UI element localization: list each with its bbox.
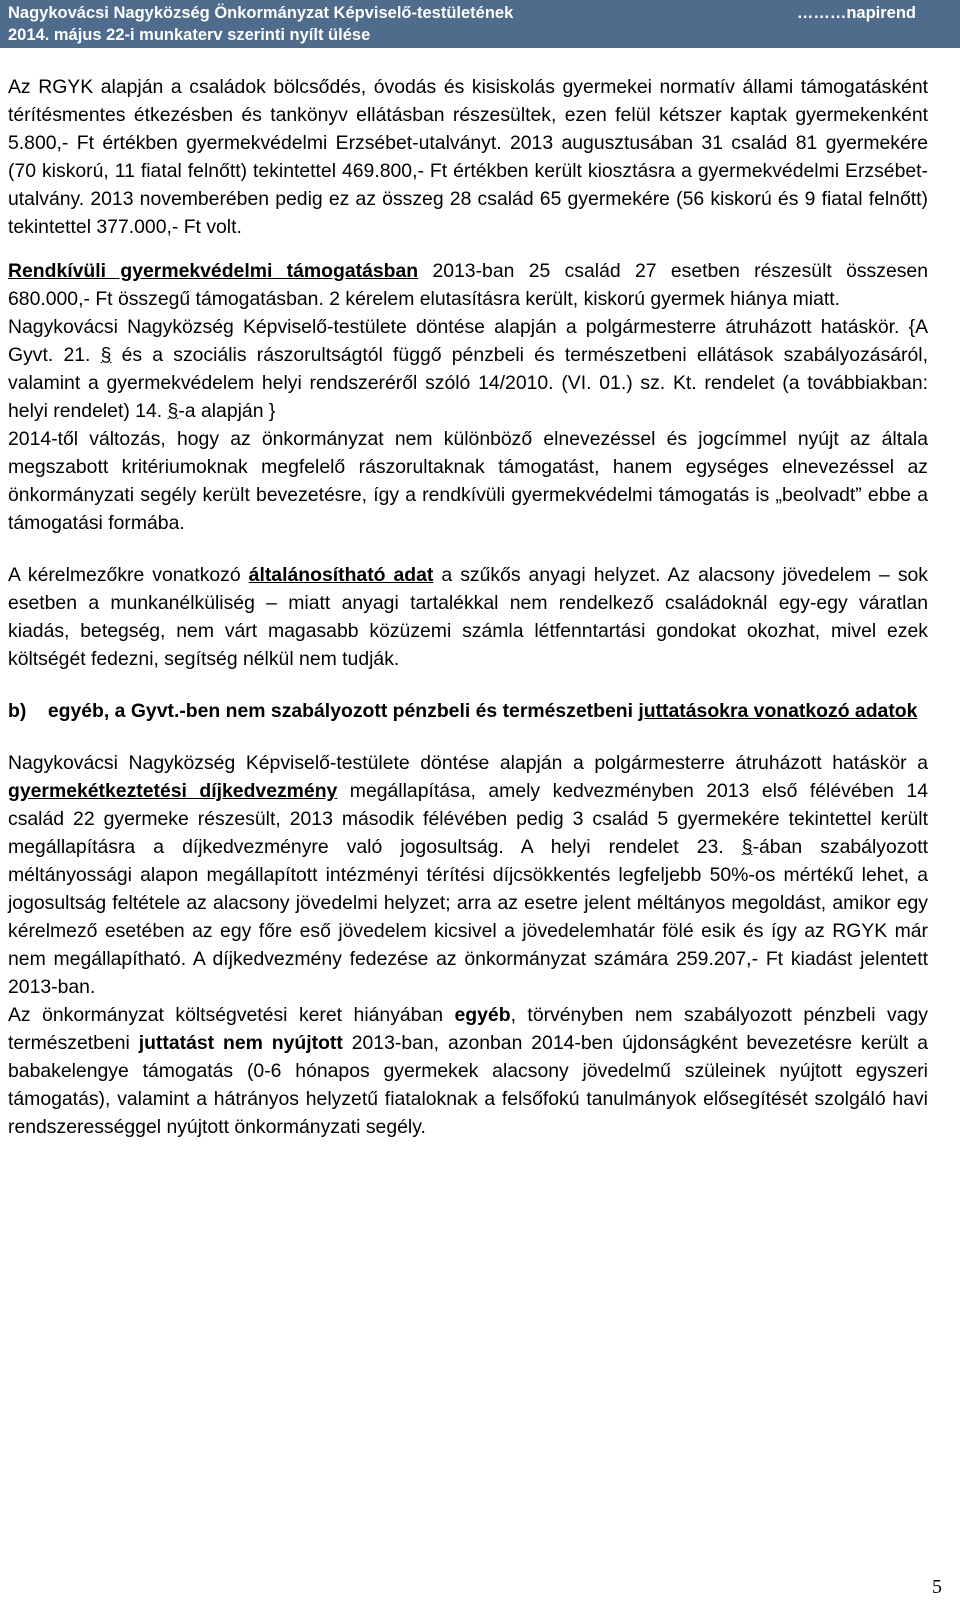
paragraph-applicants	[8, 561, 928, 673]
section-heading-b	[8, 697, 928, 725]
paragraph-text: Nagykovácsi Nagyközség Képviselő-testülete döntése alapján a polgármesterre átruházott hatáskör a	[8, 752, 928, 774]
paragraph-text: 2013-ban, azonban 2014-ben újdonságként bevezetésre került a babakelengye támogatás (0-6 hónapos gyermekek alacsony jövedelmű szüleinek nyújtott egyszeri támogatás), valamint a hátrányos helyzetű fiataloknak a felsőfokú tanulmányok elősegítését szolgáló havi rendszerességgel nyújtott önkormányzati segély.	[8, 1032, 928, 1138]
header-agenda-item: ………napirend	[796, 4, 916, 22]
general-data-term: általánosítható adat	[248, 564, 434, 586]
paragraph-text: Az önkormányzat költségvetési keret hiányában	[8, 1004, 455, 1026]
paragraph-text: 2013-ban 25 család 27 esetben részesült összesen 680.000,- Ft összegű támogatásban. 2 kérelem elutasításra került, kiskorú gyermek hiánya miatt.	[8, 260, 928, 310]
document-header	[0, 0, 960, 48]
header-title: Nagykovácsi Nagyközség Önkormányzat Képviselő-testületének	[8, 4, 514, 22]
bold-term-not-provided: juttatást nem nyújtott	[138, 1032, 343, 1054]
paragraph-text: -a alapján }	[178, 400, 276, 422]
paragraph-text: Nagykovácsi Nagyközség Képviselő-testülete döntése alapján a polgármesterre átruházott hatáskör. {A Gyvt. 21.	[8, 316, 928, 366]
section-sign: §	[167, 400, 179, 422]
paragraph-2014-change: 2014-től változás, hogy az önkormányzat nem különböző elnevezéssel és jogcímmel nyújt az általa megszabott kritériumoknak megfelelő rászorultaknak támogatást, hanem egységes elnevezéssel az önkormányzati segély került bevezetésre, így a rendkívüli gyermekvédelmi támogatás is „beolvadt” ebbe a támogatási formába.	[8, 428, 928, 534]
paragraph-text: a szűkős anyagi helyzet. Az alacsony jövedelem – sok esetben a munkanélküliség – miatt anyagi tartalékkal nem rendelkező családoknál egy-egy váratlan kiadás, betegség, nem várt magasabb közüzemi számla létfenntartási gondokat okozhat, mivel ezek költségét fedezni, segítség nélkül nem tudják.	[8, 564, 928, 670]
paragraph-text: és a szociális rászorultságtól függő pénzbeli és természetbeni ellátások szabályozásáról, valamint a gyermekvédelem helyi rendszeréről szóló 14/2010. (VI. 01.) sz. Kt. rendelet (a továbbiakban: helyi rendelet) 14.	[8, 344, 928, 422]
meal-discount-term: gyermekétkeztetési díjkedvezmény	[8, 780, 338, 802]
section-heading-underlined: juttatásokra vonatkozó adatok	[638, 700, 918, 722]
extraordinary-support-term: Rendkívüli gyermekvédelmi támogatásban	[8, 260, 419, 282]
paragraph-extraordinary-support	[8, 257, 928, 313]
paragraph-authority	[8, 313, 928, 425]
document-body	[8, 73, 928, 1141]
section-sign: §	[741, 836, 753, 858]
page-number: 5	[932, 1576, 942, 1598]
bold-term-egyeb: egyéb	[454, 1004, 511, 1026]
paragraph-meal-discount	[8, 749, 928, 1001]
paragraph-other-benefits	[8, 1001, 928, 1141]
paragraph-text: -ában szabályozott méltányossági alapon megállapított intézményi térítési díjcsökkentés legfeljebb 50%-os mértékű lehet, a jogosultság feltétele az alacsony jövedelmi helyzet; arra az esetre jelent méltányos megoldást, amikor egy kérelmező esetében az egy főre eső jövedelem kicsivel a jövedelemhatár fölé esik és így az RGYK már nem megállapítható. A díjkedvezmény fedezése az önkormányzat számára 259.207,- Ft kiadást jelentett 2013-ban.	[8, 836, 928, 998]
header-session: 2014. május 22-i munkaterv szerinti nyílt ülése	[8, 26, 371, 44]
paragraph-text: A kérelmezőkre vonatkozó	[8, 564, 249, 586]
section-sign: §	[100, 344, 112, 366]
paragraph-text: , törvényben nem szabályozott pénzbeli vagy természetbeni	[8, 1004, 928, 1054]
section-heading-text: b) egyéb, a Gyvt.-ben nem szabályozott pénzbeli és természetbeni	[8, 700, 639, 722]
paragraph-rgyk: Az RGYK alapján a családok bölcsődés, óvodás és kisiskolás gyermekei normatív állami támogatásként térítésmentes étkezésben és tankönyv ellátásban részesültek, ezen felül kétszer kaptak gyermekenként 5.800,- Ft értékben gyermekvédelmi Erzsébet-utalványt. 2013 augusztusában 31 család 81 gyermekére (70 kiskorú, 11 fiatal felnőtt) tekintettel 469.800,- Ft értékben került kiosztásra a gyermekvédelmi Erzsébet-utalvány. 2013 novemberében pedig ez az összeg 28 család 65 gyermekére (56 kiskorú és 9 fiatal felnőtt) tekintettel 377.000,- Ft volt.	[8, 76, 928, 238]
paragraph-text: megállapítása, amely kedvezményben 2013 első félévében 14 család 22 gyermeke részesült, 2013 második félévében pedig 3 család 5 gyermekére tekintettel került megállapításra a díjkedvezményre való jogosultság. A helyi rendelet 23.	[8, 780, 928, 858]
